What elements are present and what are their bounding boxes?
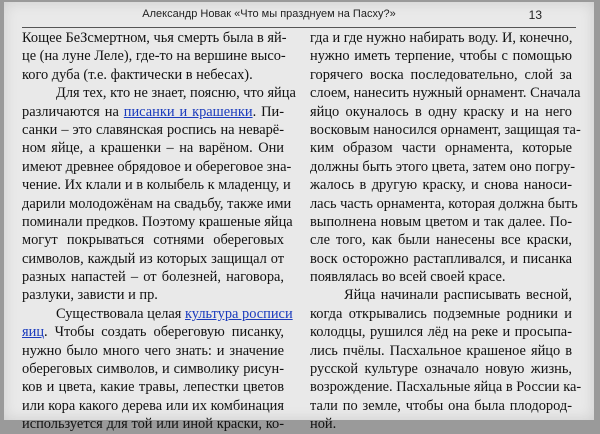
text-line: жалось в другую краску, и снова наноси- xyxy=(310,177,572,194)
text-line: ном яйце, а крашенки – на варёном. Они xyxy=(22,140,284,157)
hyperlink[interactable]: писанки и крашенки xyxy=(123,103,253,120)
text-fragment: . Чтобы создать обереговую писанку, xyxy=(44,324,284,341)
text-line: могут покрываться сотнями обереговых xyxy=(22,232,284,249)
text-line: ной. xyxy=(310,416,337,433)
text-line: когда открывались подземные родники и xyxy=(310,305,572,322)
text-line: имеют древнее обрядовое и обереговое зна- xyxy=(22,158,292,175)
text-line: ков и цвета, какие травы, лепестки цветов xyxy=(22,379,284,396)
text-line: ким образом части орнамента, которые xyxy=(310,140,572,157)
text-line: Кощее БеЗсмертном, чья смерть была в яй- xyxy=(22,30,287,46)
text-line: це (на луне Леле), где-то на вершине высо- xyxy=(22,48,286,65)
text-fragment: . Пи- xyxy=(252,103,284,120)
text-line: используется для той или иной краски, ко- xyxy=(22,416,284,433)
text-line: восковым наносился орнамент, защищая та- xyxy=(310,121,581,138)
header-rule xyxy=(22,27,576,28)
text-line: должны быть этого цвета, затем оно погру- xyxy=(310,158,576,175)
text-line xyxy=(22,103,284,121)
text-line: дарили молодожёнам на свадьбу, также ими xyxy=(22,195,292,212)
text-line: появлялась во всей своей красе. xyxy=(310,269,506,286)
text-line: символов, каждый из которых защищал от xyxy=(22,250,284,267)
hyperlink[interactable]: культура росписи xyxy=(185,305,293,322)
text-line: нужно иметь терпение, чтобы с помощью xyxy=(310,48,572,65)
text-line: колодцы, рушился лёд на реке и просыпа- xyxy=(310,324,572,341)
text-line xyxy=(22,323,284,341)
text-line: кого дуба (т.е. фактически в небесах). xyxy=(22,66,253,83)
text-line: обереговых символов, и символику рисун- xyxy=(22,361,284,378)
text-line: яйцо окуналось в одну краску и на него xyxy=(310,103,572,120)
text-line: сле того, как были нанесены все краски, xyxy=(310,232,572,249)
text-line: выполнена новым цветом и так далее. По- xyxy=(310,213,572,230)
text-line: возрождение. Пасхальные яйца в России ка- xyxy=(310,379,582,396)
book-page xyxy=(4,2,594,433)
text-line: Для тех, кто не знает, поясню, что яйца xyxy=(56,85,296,102)
left-text-column xyxy=(22,29,296,434)
text-line: чение. Их клали и в колыбель к младенцу, и xyxy=(22,177,291,194)
text-line: санки – это славянская роспись на неварё- xyxy=(22,121,284,138)
right-text-column xyxy=(310,29,582,434)
text-line: гда и где нужно набирать воду. И, конечно, xyxy=(310,30,573,46)
text-line: лась часть орнамента, которая должна быть xyxy=(310,195,578,212)
hyperlink[interactable]: яиц xyxy=(22,324,45,341)
text-line: лись пчёлы. Пасхальное крашеное яйцо в xyxy=(310,342,572,359)
text-line: поминали предков. Поэтому крашеные яйца xyxy=(22,213,293,230)
text-fragment: Существовала целая xyxy=(56,305,185,322)
text-fragment: различаются на xyxy=(22,103,124,120)
text-line: Яйца начинали расписывать весной, xyxy=(344,287,572,304)
text-line: разлуки, зависти и пр. xyxy=(22,287,158,304)
text-line: разных напастей – от болезней, наговора, xyxy=(22,269,284,286)
text-line: или кора какого дерева или их комбинация xyxy=(22,397,284,414)
text-line: нужно было много чего знать: и значение xyxy=(22,342,284,359)
text-line: слоем, нанесить нужный орнамент. Сначала xyxy=(310,85,581,102)
text-line: горячего воска последовательно, слой за xyxy=(310,66,572,83)
running-title: Александр Новак «Что мы празднуем на Пасху?» xyxy=(142,8,396,20)
text-line: русской культуре означало новую жизнь, xyxy=(310,361,572,378)
text-line xyxy=(22,305,293,323)
text-line: тали по земле, чтобы она была плодород- xyxy=(310,397,572,414)
text-line: воск осторожно растапливался, и писанка xyxy=(310,250,572,267)
page-number: 13 xyxy=(528,8,542,22)
